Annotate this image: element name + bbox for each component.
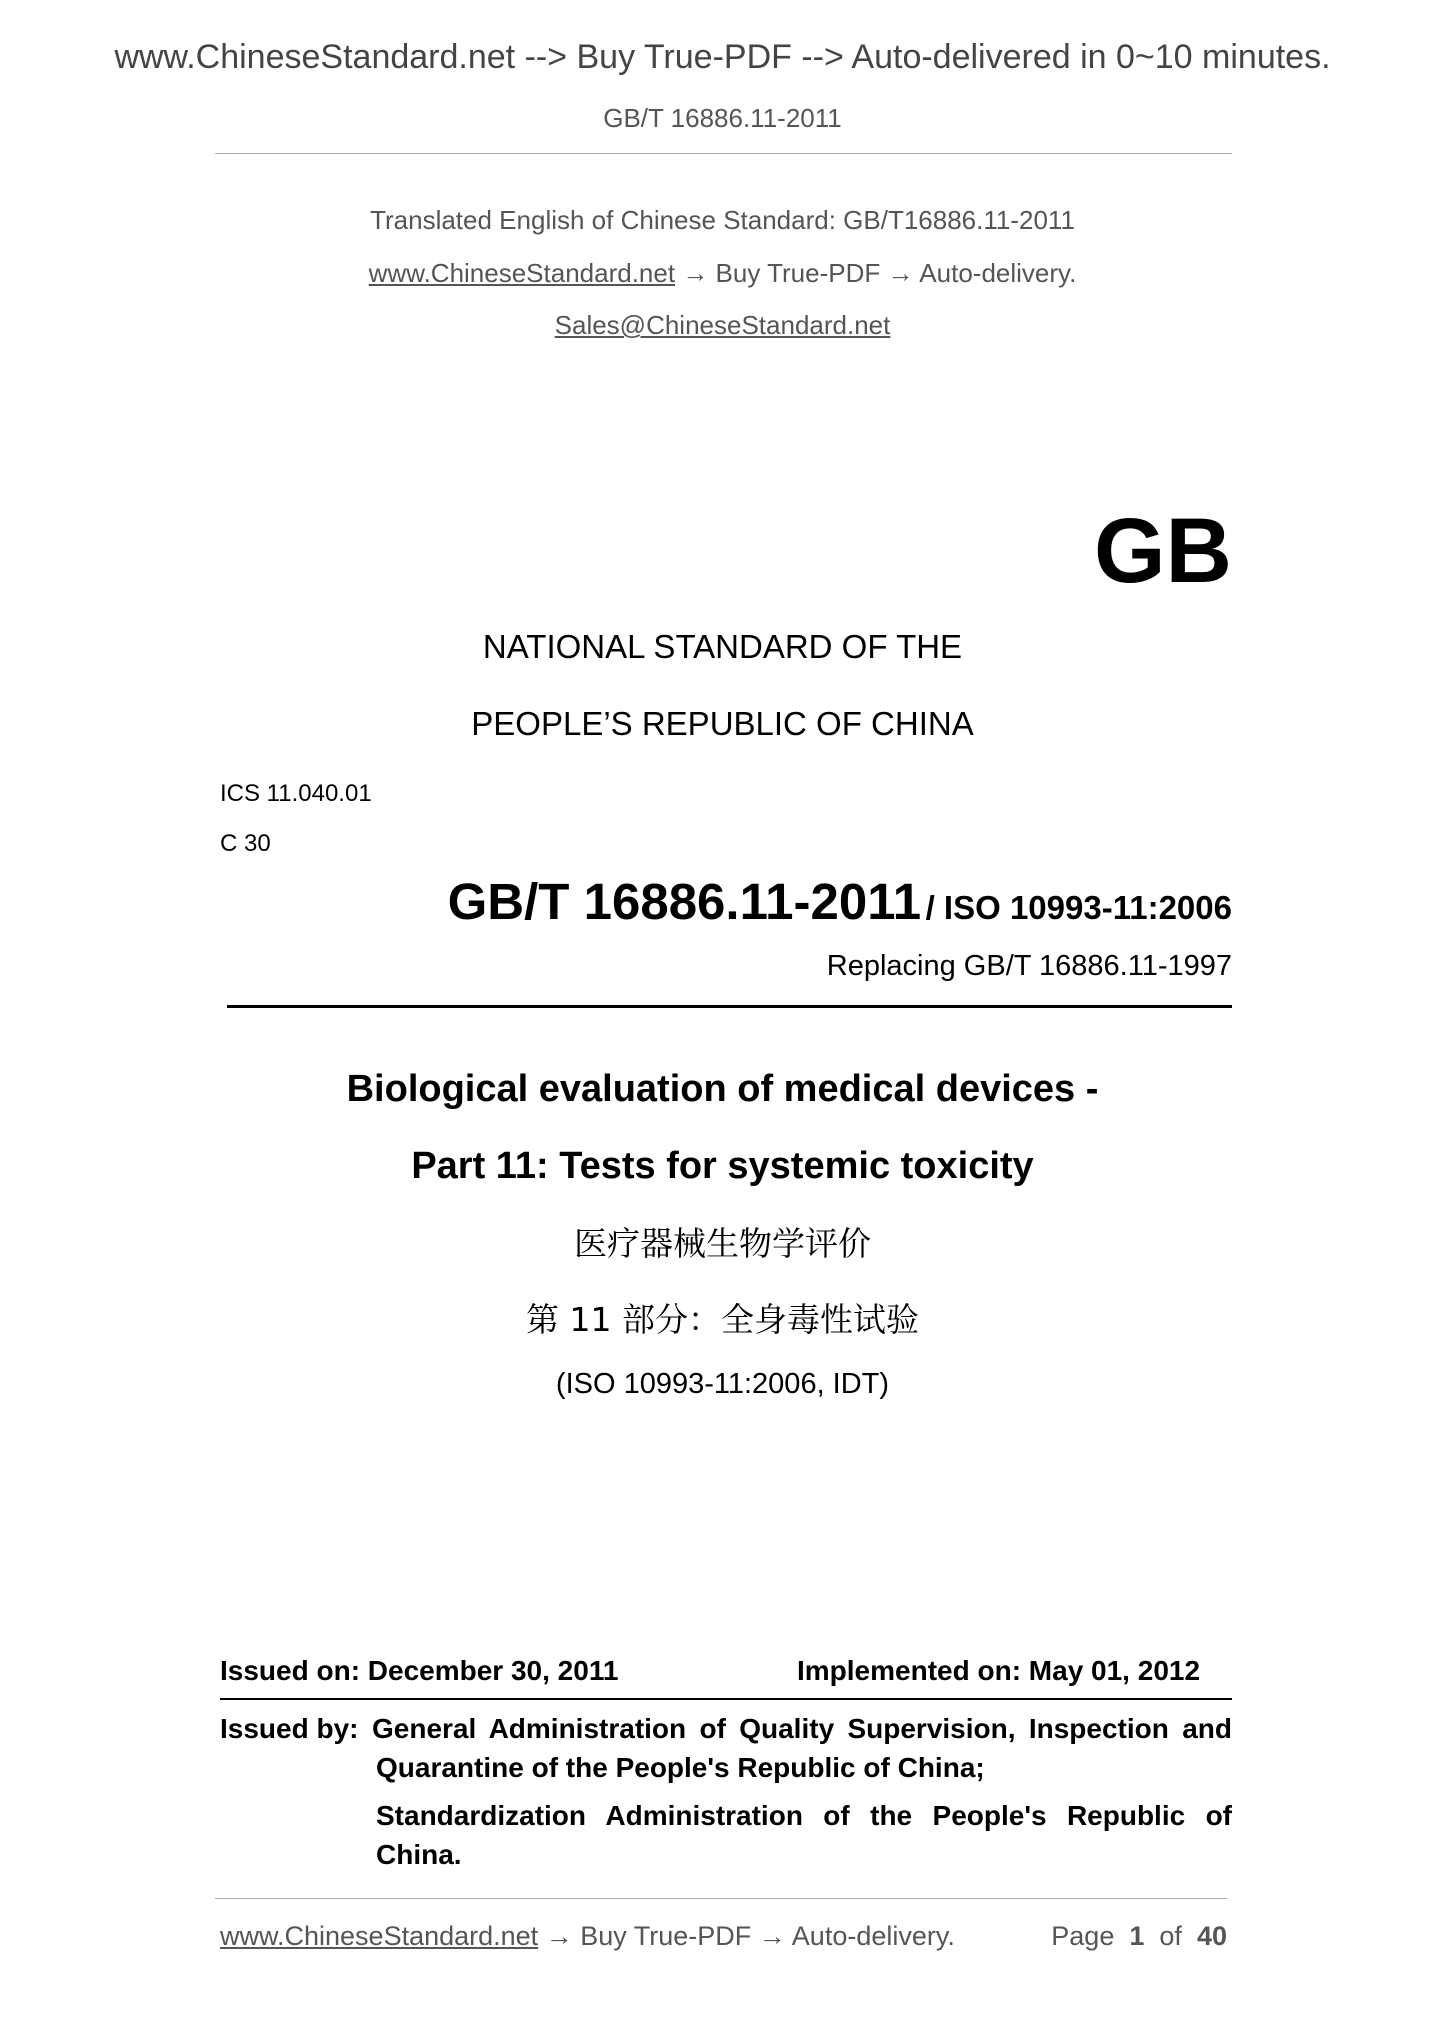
title-divider [227,1005,1232,1008]
page-indicator [1051,1921,1227,1952]
issued-by-line-1: General Administration of Quality Supervision, Inspection and [372,1713,1232,1744]
sales-email-link[interactable]: Sales@ChineseStandard.net [554,310,891,340]
implemented-on-date: Implemented on: May 01, 2012 [797,1655,1201,1686]
running-head: GB/T 16886.11-2011 [603,103,842,133]
issued-by-label: Issued by: [220,1713,359,1744]
footer-buy-text: Buy True-PDF [580,1921,752,1951]
of-label: of [1159,1921,1182,1951]
chinese-title-2: 第 11 部分：全身毒性试验 [526,1300,919,1339]
ics-code: ICS 11.040.01 [220,780,372,807]
page-number: 1 [1129,1921,1145,1951]
arrow-icon: → [682,258,709,288]
footer-links [220,1921,955,1952]
issued-by-line-4: China. [376,1839,462,1870]
issued-divider [220,1698,1232,1700]
footer-divider [215,1898,1227,1899]
chinese-title-1: 医疗器械生物学评价 [574,1224,871,1263]
sales-line [0,310,1445,341]
title-line-1: Biological evaluation of medical devices - [346,1068,1099,1110]
translated-line: Translated English of Chinese Standard: GB/T16886.11-2011 [370,205,1075,235]
iso-idt-note: (ISO 10993-11:2006, IDT) [555,1368,890,1400]
issued-by-line-3: Standardization Administration of the People's Republic of [376,1800,1232,1831]
national-standard-line-2: PEOPLE’S REPUBLIC OF CHINA [471,705,974,742]
arrow-icon: → [758,1921,786,1951]
page-total: 40 [1196,1921,1227,1951]
issued-by-line-2: Quarantine of the People's Republic of China; [376,1752,985,1783]
replacing-note: Replacing GB/T 16886.11-1997 [826,950,1232,982]
header-divider [215,153,1232,154]
delivery-text: Auto-delivery. [919,258,1077,288]
gb-mark: GB [1094,500,1232,602]
site-link[interactable]: www.ChineseStandard.net [368,258,676,288]
arrow-icon: → [545,1921,573,1951]
iso-code: / ISO 10993-11:2006 [925,889,1232,926]
arrow-icon: → [887,258,914,288]
standard-code: GB/T 16886.11-2011 [447,873,922,930]
top-banner: www.ChineseStandard.net --> Buy True-PDF --> Auto-delivered in 0~10 minutes. [114,38,1331,76]
title-line-2: Part 11: Tests for systemic toxicity [411,1145,1034,1187]
national-standard-line-1: NATIONAL STANDARD OF THE [482,628,963,665]
ccs-code: C 30 [220,830,271,857]
footer-delivery-text: Auto-delivery. [791,1921,955,1951]
footer-site-link[interactable]: www.ChineseStandard.net [220,1921,539,1951]
page-label: Page [1051,1921,1115,1951]
standard-code-line [448,872,1232,931]
issued-on-date: Issued on: December 30, 2011 [220,1655,619,1686]
buy-text: Buy True-PDF [715,258,881,288]
buy-line [0,258,1445,289]
